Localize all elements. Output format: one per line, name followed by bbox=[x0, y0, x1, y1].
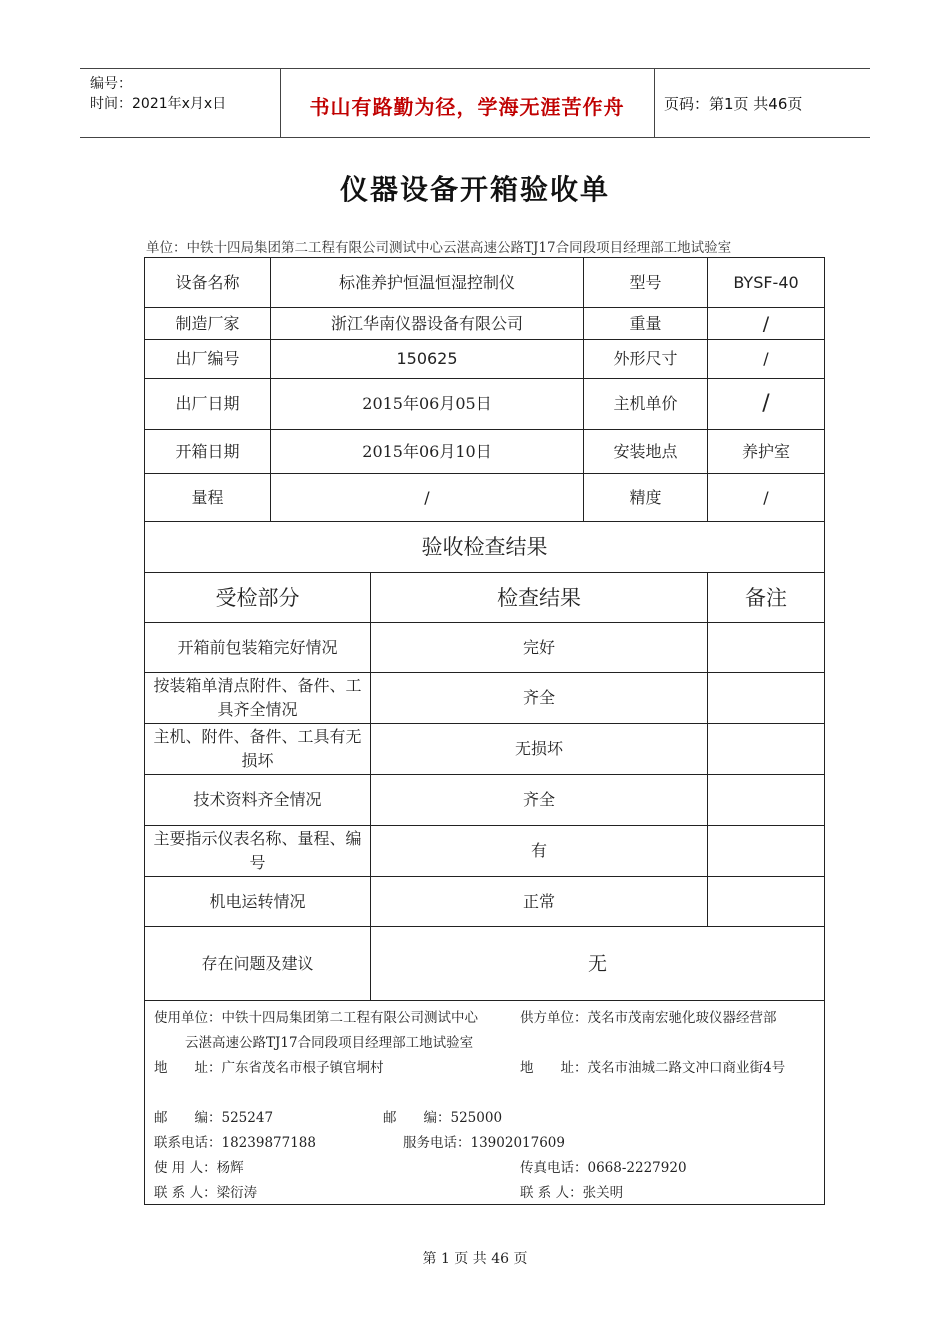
supplier-phone: 服务电话：13902017609 bbox=[403, 1135, 565, 1151]
document-title: 仪器设备开箱验收单 bbox=[339, 173, 610, 206]
label-dimensions: 外形尺寸 bbox=[613, 349, 678, 368]
inspection-result: 有 bbox=[530, 841, 547, 860]
page-header bbox=[80, 68, 870, 138]
label-manufacturer: 制造厂家 bbox=[175, 313, 240, 333]
header-inspected-part: 受检部分 bbox=[215, 585, 300, 610]
inspection-part: 技术资料齐全情况 bbox=[193, 790, 322, 809]
inspection-note bbox=[708, 775, 824, 825]
inspection-part: 开箱前包装箱完好情况 bbox=[177, 637, 338, 657]
inspection-note bbox=[708, 724, 824, 774]
value-dimensions: / bbox=[763, 349, 769, 368]
time-label: 时间：2021年x月x日 bbox=[90, 96, 227, 112]
page-footer: 第 1 页 共 46 页 bbox=[422, 1251, 528, 1267]
supplier-unit: 供方单位：茂名市茂南宏驰化玻仪器经营部 bbox=[520, 1010, 777, 1026]
issues-label: 存在问题及建议 bbox=[201, 953, 314, 973]
user-person: 使 用 人：杨辉 bbox=[154, 1160, 244, 1176]
value-unboxing-date: 2015年06月10日 bbox=[362, 441, 492, 461]
supplier-address: 地 址：茂名市油城二路文冲口商业街4号 bbox=[520, 1060, 786, 1076]
value-range: / bbox=[424, 487, 430, 507]
value-weight: / bbox=[762, 312, 770, 335]
inspection-section-title: 验收检查结果 bbox=[421, 535, 548, 559]
label-weight: 重量 bbox=[629, 313, 662, 333]
value-manufacturer: 浙江华南仪器设备有限公司 bbox=[330, 313, 523, 333]
supplier-contact: 联 系 人：张关明 bbox=[520, 1185, 624, 1201]
page-info: 页码：第1页 共46页 bbox=[664, 95, 803, 113]
value-model: BYSF-40 bbox=[733, 272, 799, 292]
value-equipment-name: 标准养护恒温恒湿控制仪 bbox=[338, 272, 515, 292]
unit-line: 单位：中铁十四局集团第二工程有限公司测试中心云湛高速公路TJ17合同段项目经理部工地试验室 bbox=[146, 240, 732, 256]
user-unit-line2: 云湛高速公路TJ17合同段项目经理部工地试验室 bbox=[185, 1035, 474, 1051]
number-label: 编号： bbox=[90, 76, 132, 92]
supplier-postcode: 邮 编：525000 bbox=[383, 1110, 503, 1126]
inspection-part: 按装箱单清点附件、备件、工具齐全情况 bbox=[153, 676, 362, 719]
label-range: 量程 bbox=[191, 487, 224, 507]
label-manufacture-date: 出厂日期 bbox=[175, 394, 240, 413]
inspection-note bbox=[708, 826, 824, 876]
inspection-note bbox=[708, 623, 824, 672]
inspection-result: 完好 bbox=[522, 637, 555, 657]
label-unboxing-date: 开箱日期 bbox=[175, 441, 240, 461]
inspection-result: 无损坏 bbox=[514, 739, 563, 758]
value-accuracy: / bbox=[763, 487, 769, 507]
label-install-location: 安装地点 bbox=[613, 441, 678, 461]
user-unit-line1: 使用单位：中铁十四局集团第二工程有限公司测试中心 bbox=[154, 1010, 478, 1026]
supplier-fax: 传真电话：0668-2227920 bbox=[520, 1160, 687, 1176]
label-unit-price: 主机单价 bbox=[613, 394, 678, 413]
inspection-note bbox=[708, 877, 824, 926]
value-manufacture-date: 2015年06月05日 bbox=[362, 394, 492, 413]
value-serial-number: 150625 bbox=[396, 349, 458, 368]
inspection-note bbox=[708, 673, 824, 723]
inspection-result: 齐全 bbox=[522, 688, 555, 707]
header-remarks: 备注 bbox=[745, 585, 787, 610]
label-serial-number: 出厂编号 bbox=[175, 349, 240, 368]
user-phone: 联系电话：18239877188 bbox=[154, 1135, 316, 1151]
user-address: 地 址：广东省茂名市根子镇官垌村 bbox=[154, 1060, 384, 1076]
label-equipment-name: 设备名称 bbox=[175, 272, 240, 292]
value-install-location: 养护室 bbox=[741, 441, 790, 461]
inspection-part: 机电运转情况 bbox=[209, 891, 306, 911]
value-unit-price: / bbox=[762, 391, 770, 416]
acceptance-table bbox=[144, 257, 825, 1205]
inspection-part: 主机、附件、备件、工具有无损坏 bbox=[153, 727, 362, 770]
header-motto-cell bbox=[280, 69, 655, 137]
label-model: 型号 bbox=[629, 272, 662, 292]
header-inspection-result: 检查结果 bbox=[497, 585, 581, 610]
label-accuracy: 精度 bbox=[629, 487, 662, 507]
header-meta-cell bbox=[80, 69, 281, 137]
issues-value: 无 bbox=[587, 952, 607, 975]
user-postcode: 邮 编：525247 bbox=[154, 1110, 274, 1126]
motto: 书山有路勤为径，学海无涯苦作舟 bbox=[309, 95, 625, 119]
inspection-part: 主要指示仪表名称、量程、编号 bbox=[153, 829, 362, 872]
inspection-result: 齐全 bbox=[522, 790, 555, 809]
header-page-cell bbox=[654, 69, 870, 137]
inspection-result: 正常 bbox=[522, 891, 555, 911]
user-contact: 联 系 人：梁衍涛 bbox=[154, 1185, 258, 1201]
